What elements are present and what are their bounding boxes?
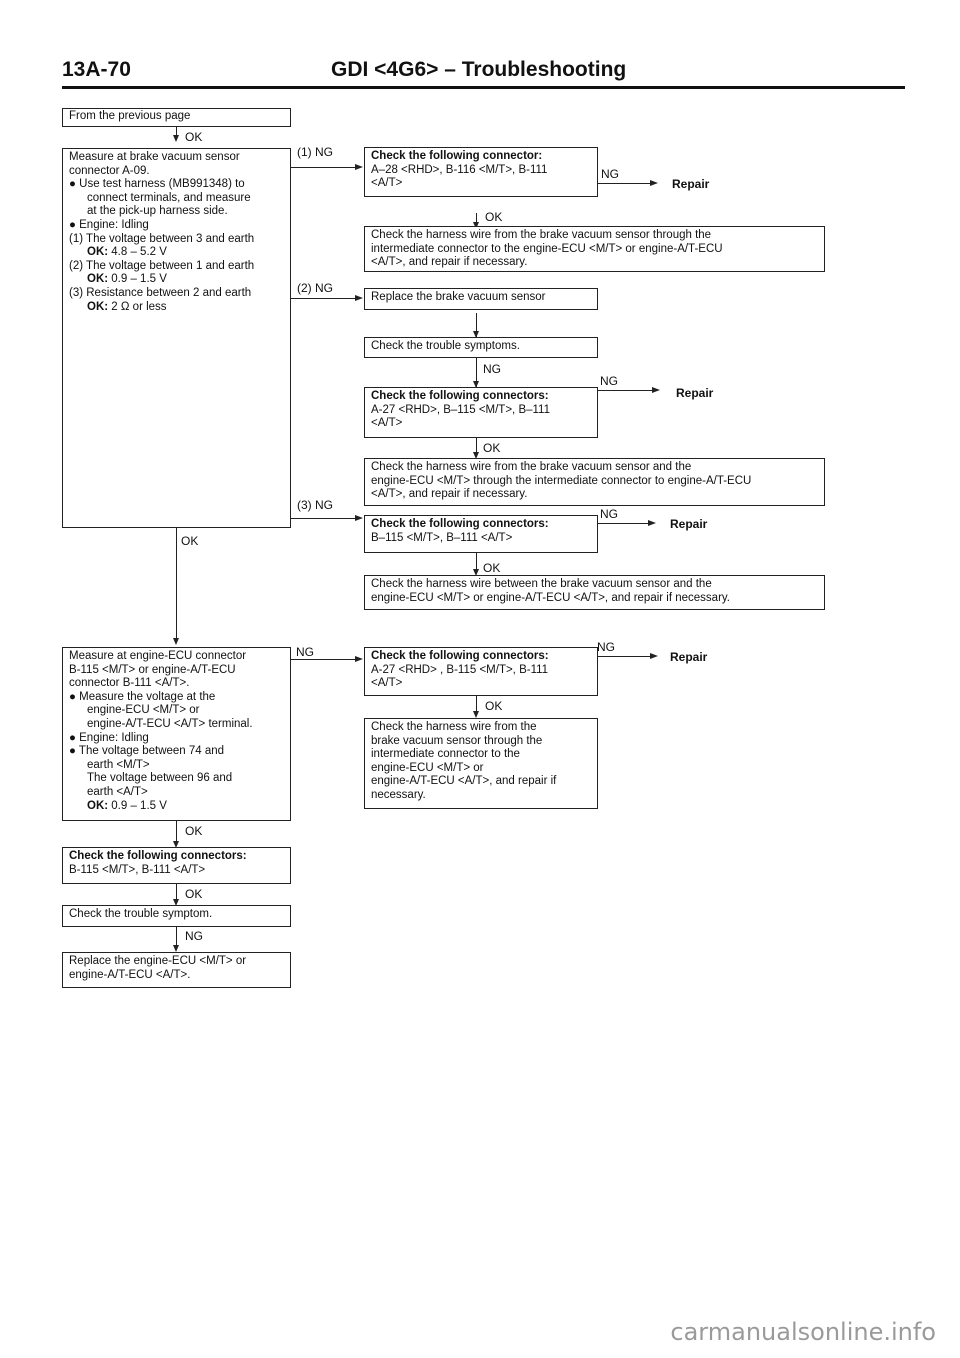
step-line: engine-A/T-ECU <A/T>. — [69, 968, 191, 981]
harness-check-4-box — [364, 718, 598, 809]
flow-line — [290, 518, 355, 519]
measure-sensor-box — [62, 148, 291, 528]
flow-line — [176, 527, 177, 639]
ok-key: OK: — [87, 799, 109, 812]
arrow-down-icon — [173, 945, 179, 952]
trouble-symptoms-box — [364, 337, 598, 358]
arrow-right-icon — [652, 387, 660, 393]
flow-line — [176, 926, 177, 946]
measure-ecu-box — [62, 647, 291, 821]
step-line: (1) The voltage between 3 and earth — [69, 232, 255, 245]
ng-label: (3) NG — [297, 498, 333, 512]
flow-line — [597, 523, 648, 524]
ok-label: OK — [483, 441, 501, 455]
arrow-down-icon — [473, 711, 479, 718]
ng-label: NG — [296, 645, 314, 659]
step-line: (2) The voltage between 1 and earth — [69, 259, 255, 272]
watermark: carmanualsonline.info — [670, 1318, 936, 1346]
step-line: earth <A/T> — [87, 785, 148, 798]
step-line: Check the harness wire from the brake vacuum sensor and the — [371, 461, 692, 473]
step-line: The voltage between 96 and — [87, 772, 233, 785]
step-line: intermediate connector to the — [371, 748, 520, 761]
step-line: <A/T> — [371, 677, 403, 690]
step-line: engine-ECU <M/T> or — [87, 704, 200, 717]
step-line: Replace the engine-ECU <M/T> or — [69, 955, 247, 967]
from-previous-page: From the previous page — [69, 110, 191, 122]
step-line: (3) Resistance between 2 and earth — [69, 286, 252, 299]
arrow-down-icon — [173, 638, 179, 645]
flow-line — [290, 298, 355, 299]
step-line: at the pick-up harness side. — [87, 205, 228, 218]
harness-check-1-box — [364, 226, 825, 272]
ok-spec — [69, 246, 284, 260]
flow-line — [597, 656, 650, 657]
ok-label: OK — [185, 824, 203, 838]
step-line: necessary. — [371, 788, 426, 801]
step-line: ● The voltage between 74 and — [69, 745, 225, 758]
flow-line — [597, 183, 650, 184]
step-line: Measure at brake vacuum sensor — [69, 151, 240, 163]
page-number: 13A-70 — [62, 58, 131, 81]
ng-label: (2) NG — [297, 281, 333, 295]
trouble-symptom-box — [62, 905, 291, 927]
check-connector-a27b-box — [364, 647, 598, 696]
box-heading: Check the following connectors: — [371, 390, 549, 402]
ng-label: NG — [597, 640, 615, 654]
replace-ecu-box — [62, 952, 291, 988]
step-line: B-115 <M/T>, B-111 <A/T> — [69, 863, 206, 876]
arrow-right-icon — [355, 164, 363, 170]
step-line: engine-ECU <M/T> or — [371, 761, 484, 774]
box-heading: Check the following connector: — [371, 150, 543, 162]
step-line: engine-ECU <M/T> through the intermediate connector to engine-A/T-ECU — [371, 474, 752, 487]
ok-spec — [69, 301, 284, 315]
step-line: ● Engine: Idling — [69, 218, 149, 231]
ok-label: OK — [485, 699, 503, 713]
ng-label: NG — [600, 374, 618, 388]
step-line: engine-ECU <M/T> or engine-A/T-ECU <A/T>, and repair if necessary. — [371, 591, 730, 604]
ok-label: OK — [181, 534, 199, 548]
step-line: <A/T> — [371, 417, 403, 430]
replace-sensor-box — [364, 288, 598, 310]
check-connector-a27-box — [364, 387, 598, 438]
repair-label: Repair — [670, 517, 708, 531]
step-line: connector B-111 <A/T>. — [69, 677, 190, 690]
arrow-right-icon — [355, 295, 363, 301]
ok-label: OK — [185, 130, 203, 144]
check-connector-b115b-box — [62, 847, 291, 884]
replace-sensor: Replace the brake vacuum sensor — [371, 291, 546, 303]
repair-label: Repair — [672, 177, 710, 191]
ok-value: 0.9 – 1.5 V — [108, 799, 167, 812]
step-line: ● Engine: Idling — [69, 731, 149, 744]
box-heading: Check the following connectors: — [371, 518, 549, 530]
check-connector-a28-box — [364, 147, 598, 197]
harness-check-3-box — [364, 575, 825, 610]
step-line: engine-A/T-ECU <A/T> terminal. — [87, 717, 253, 730]
ng-label: NG — [601, 167, 619, 181]
ok-value: 0.9 – 1.5 V — [108, 273, 167, 286]
step-line: <A/T>, and repair if necessary. — [371, 256, 528, 269]
ok-key: OK: — [87, 273, 109, 286]
step-line: A–28 <RHD>, B-116 <M/T>, B-111 — [371, 163, 548, 176]
repair-label: Repair — [676, 386, 714, 400]
step-line: engine-A/T-ECU <A/T>, and repair if — [371, 775, 557, 788]
ok-value: 4.8 – 5.2 V — [108, 246, 167, 259]
ng-label: NG — [483, 362, 501, 376]
trouble-symptom: Check the trouble symptom. — [69, 908, 213, 920]
box-heading: Check the following connectors: — [69, 850, 247, 862]
ok-label: OK — [483, 561, 501, 575]
arrow-right-icon — [650, 180, 658, 186]
ok-label: OK — [185, 887, 203, 901]
trouble-symptoms: Check the trouble symptoms. — [371, 340, 520, 352]
harness-check-2-box — [364, 458, 825, 506]
step-line: <A/T> — [371, 177, 403, 190]
arrow-right-icon — [355, 656, 363, 662]
step-line: B–115 <M/T>, B–111 <A/T> — [371, 531, 513, 544]
arrow-down-icon — [173, 135, 179, 142]
header-rule — [62, 86, 905, 89]
ok-key: OK: — [87, 246, 109, 259]
step-line: intermediate connector to the engine-ECU <M/T> or engine-A/T-ECU — [371, 242, 723, 255]
ok-label: OK — [485, 210, 503, 224]
step-line: <A/T>, and repair if necessary. — [371, 488, 528, 501]
ok-key: OK: — [87, 300, 109, 313]
from-previous-page-box — [62, 108, 291, 127]
step-line: connect terminals, and measure — [87, 191, 251, 204]
step-line: earth <M/T> — [87, 758, 150, 771]
step-line: Check the harness wire from the brake vacuum sensor through the — [371, 229, 712, 241]
flow-line — [597, 390, 652, 391]
ok-spec — [69, 800, 284, 814]
arrow-right-icon — [650, 653, 658, 659]
repair-label: Repair — [670, 650, 708, 664]
ok-value: 2 Ω or less — [108, 300, 167, 313]
check-connector-b115-box — [364, 515, 598, 553]
step-line: A-27 <RHD> , B-115 <M/T>, B-111 — [371, 663, 549, 676]
step-line: connector A-09. — [69, 164, 150, 177]
ng-label: NG — [600, 507, 618, 521]
page-title: GDI <4G6> – Troubleshooting — [331, 58, 627, 81]
step-line: Check the harness wire between the brake vacuum sensor and the — [371, 578, 712, 590]
step-line: B-115 <M/T> or engine-A/T-ECU — [69, 663, 236, 676]
arrow-right-icon — [648, 520, 656, 526]
step-line: brake vacuum sensor through the — [371, 734, 543, 747]
step-line: A-27 <RHD>, B–115 <M/T>, B–111 — [371, 403, 550, 416]
ng-label: (1) NG — [297, 145, 333, 159]
ok-spec — [69, 273, 284, 287]
arrow-right-icon — [355, 515, 363, 521]
step-line: Check the harness wire from the — [371, 721, 537, 733]
step-line: ● Use test harness (MB991348) to — [69, 178, 245, 191]
ng-label: NG — [185, 929, 203, 943]
step-line: ● Measure the voltage at the — [69, 690, 216, 703]
step-line: Measure at engine-ECU connector — [69, 650, 247, 662]
flow-line — [290, 659, 355, 660]
box-heading: Check the following connectors: — [371, 650, 549, 662]
flow-line — [290, 167, 355, 168]
